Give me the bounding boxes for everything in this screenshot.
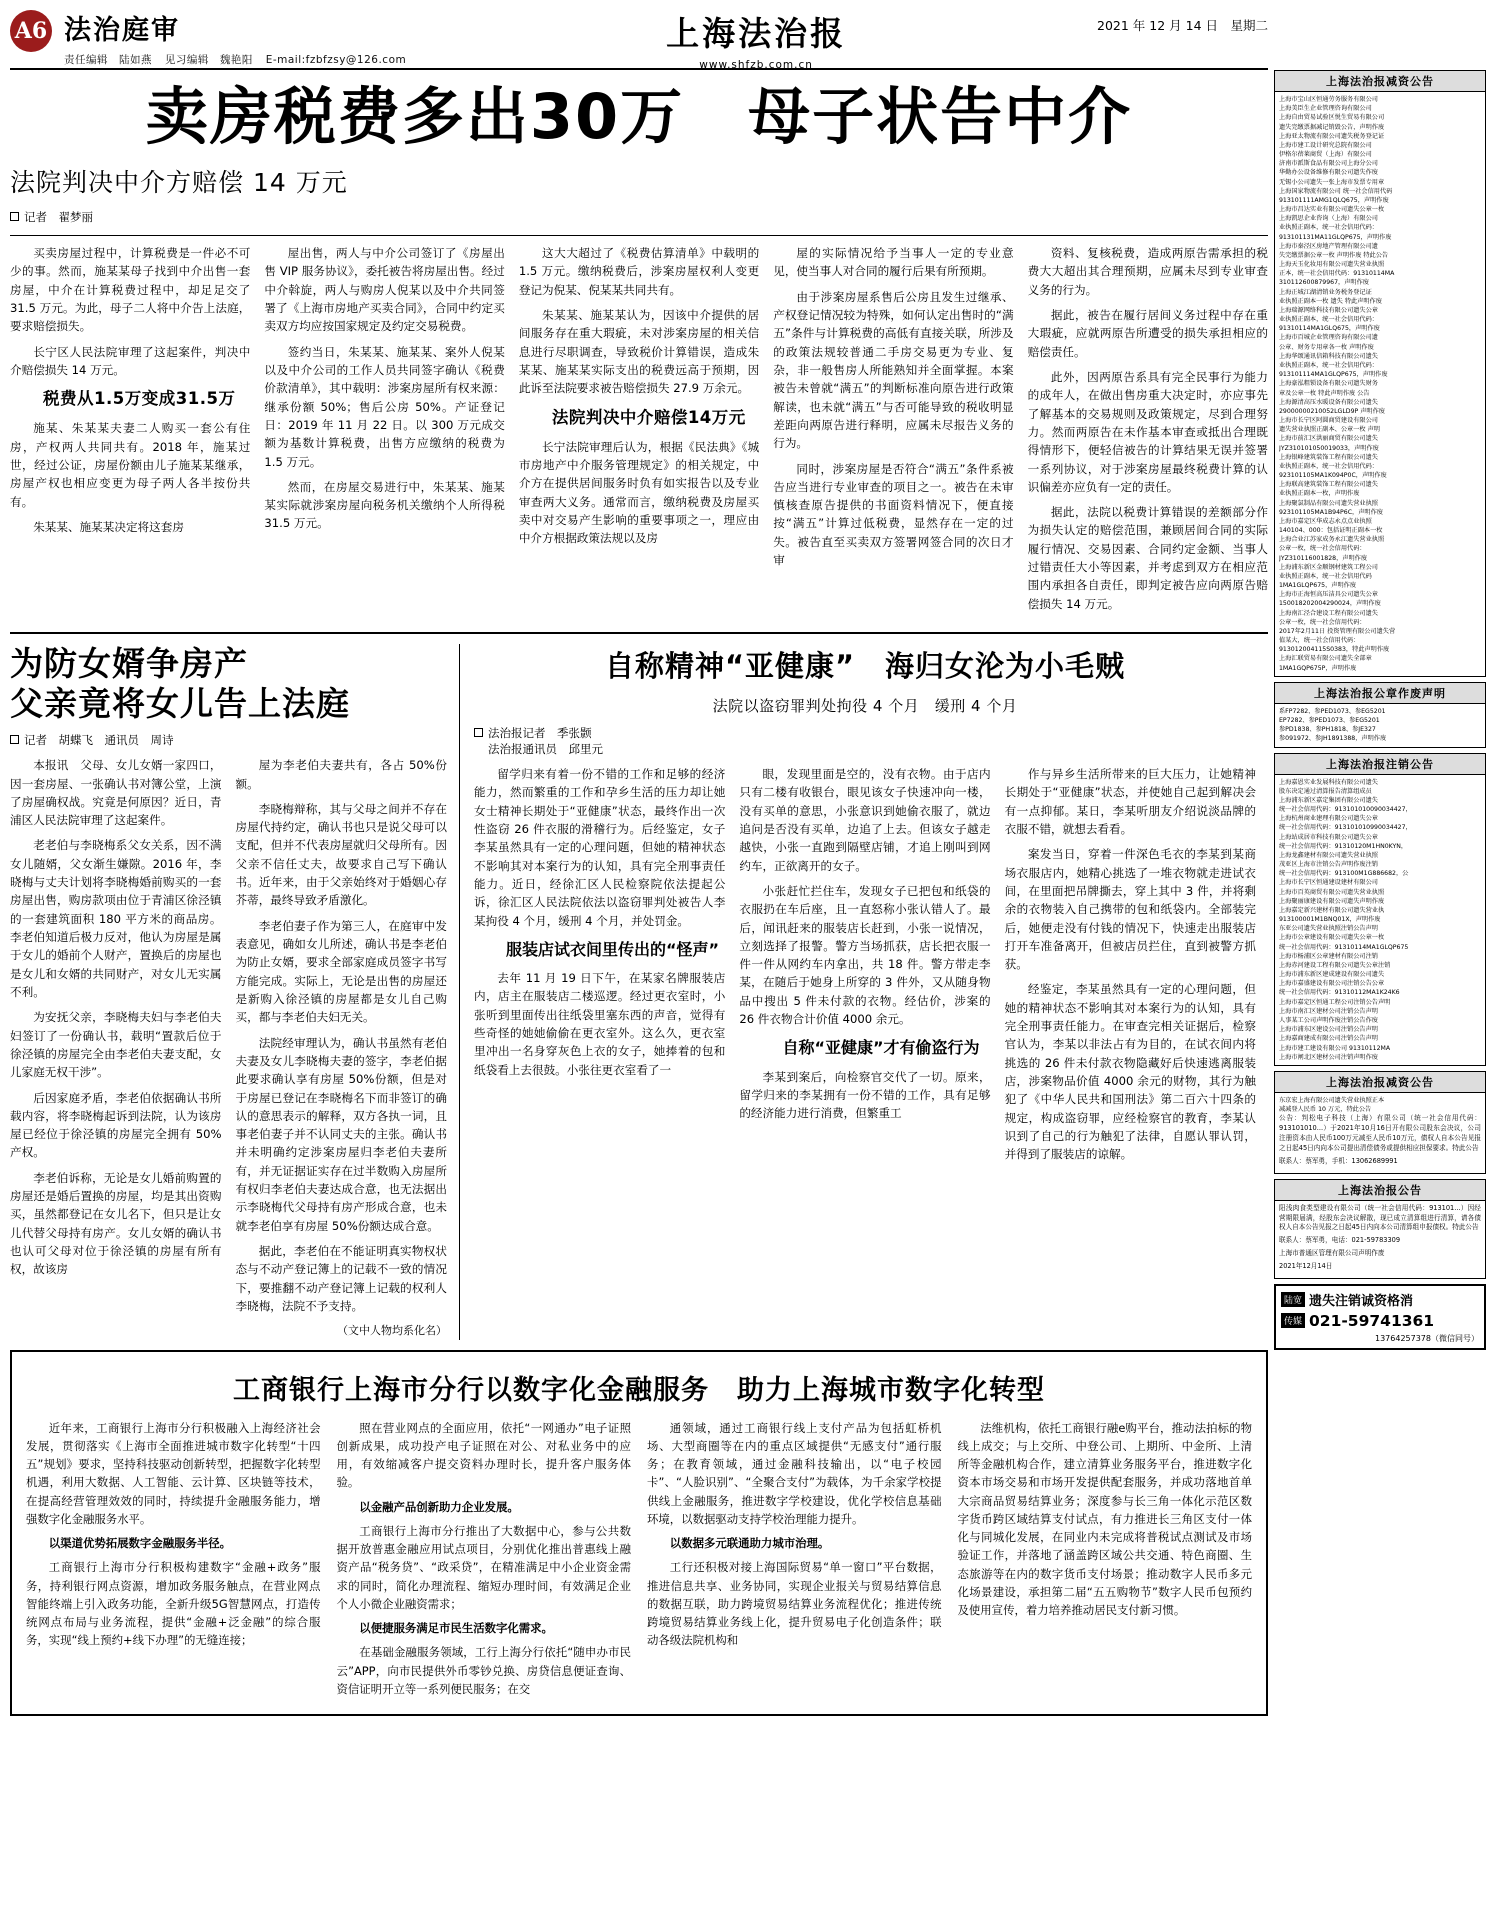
paragraph: 买卖房屋过程中，计算税费是一件必不可少的事。然而，施某某母子找到中介出售一套房屋，中介在计算税费过程中，却足足交了 31.5 万元。为此，母子二人将中介告上法庭，要求赔偿损失。 bbox=[10, 246, 251, 334]
classified-line: 上海联高建筑装饰工程有限公司遗失 bbox=[1279, 481, 1378, 489]
classified-block-4 bbox=[1274, 1179, 1486, 1279]
paper-name: 上海法治报 bbox=[666, 14, 847, 53]
paragraph: 法维机构，依托工商银行融e购平台，推动法拍标的物线上成交；与上交所、中登公司、上期所、中金所、上清所等金融机构合作，建立清算业务服务平台，推进数字化资本市场交易和市场开发提供配套服务，并成功落地首单大宗商品贸易结算业务；深度参与长三角一体化示范区数字货币跨区域结算支付试点，有力推进长三角区支付一体化与同城化发展，在同业内未完成将普税试点测试及市场验证工作，并落地了涵盖跨区域公共交通、特色商圈、生态旅游等在内的数字货币支付场景；推动数字人民币多元化场景建设，承担第二届“五五购物节”数字人民币包预约及使用宣传，着力培养推动居民支付新习惯。 bbox=[957, 1420, 1252, 1618]
paragraph: 眼，发现里面是空的，没有衣物。由于店内只有二楼有收银台，眼见该女子快速冲向一楼，没有买单的意思，小张意识到她偷衣服了，就边追问是否没有买单，边追了上去。但该女子越走越快，小张一直跑到隔壁店铺，才追上刚叫到网约车，正欲离开的女子。 bbox=[739, 767, 991, 873]
page-content bbox=[10, 70, 1490, 1716]
advertorial-title: 工商银行上海市分行以数字化金融服务 助力上海城市数字化转型 bbox=[233, 1374, 1045, 1406]
classified-line: 上海聚氯制品有限公司遗失营业执照 bbox=[1279, 499, 1378, 507]
classified-line: 参091972、参JH1891388，声明作废 bbox=[1279, 735, 1387, 743]
classified-line: 公章一枚，统一社会信用代码： bbox=[1279, 545, 1366, 553]
paragraph: 去年 11 月 19 日下午，在某家名牌服装店内，店主在服装店二楼巡逻。经过更衣室时，小张听到里面传出往纸袋里塞东西的声音，觉得有些奇怪的她她偷偷在更衣室外。这么久，更衣室里冲出一名身穿灰色上衣的女子，她捧着的包和纸袋看上去很鼓。小张往更衣室看了一 bbox=[474, 971, 726, 1077]
paragraph: 此外，因两原告系具有完全民事行为能力的成年人，在做出售房重大决定时，亦应事先了解基本的交易规则及政策规定，尽到合理努力。然而两原告在未作基本审查或抵出合理既得情形下，便轻信被告的计算结果无误并签署一系列协议，对于涉案房屋最终税费计算的认识偏差亦应负有一定的责任。 bbox=[1027, 369, 1269, 494]
contact-text-1: 遗失注销诚资格消 bbox=[1309, 1293, 1414, 1309]
paragraph: 屋出售，两人与中介公司签订了《房屋出售 VIP 服务协议》，委托被告将房屋出售。经过中介斡旋，两人与购房人倪某以及中介共同签署了《上海市房地产买卖合同》，合同中约定买卖双方均应按国家规定及约定交易税费。 bbox=[264, 246, 505, 334]
classified-line: 上海亚太物流有限公司遗失税务登记证 bbox=[1279, 132, 1385, 140]
story-right-col-2 bbox=[739, 765, 990, 1171]
paragraph-bold: 以渠道优势拓展数字金融服务半径。 bbox=[48, 1536, 232, 1551]
lead-story-columns bbox=[10, 244, 1268, 620]
classified-line: 上海市建工设计研究总院有限公司 bbox=[1279, 141, 1372, 149]
story-left-columns bbox=[10, 756, 447, 1339]
classified-contact-box bbox=[1274, 1284, 1486, 1350]
advertorial-col-3 bbox=[647, 1419, 942, 1705]
classified-line: 上海市长宁区阿圆商贸建设有限公司 bbox=[1279, 417, 1378, 425]
classified-rail bbox=[1274, 70, 1486, 1716]
story-left-byline-text: 记者 胡蝶飞 通讯员 周诗 bbox=[24, 733, 174, 748]
story-left-byline bbox=[10, 732, 447, 748]
classified-line: 遗失营业执照正副本、公章一枚 声明 bbox=[1279, 426, 1380, 434]
classified-line: 上海合业江苏家成务永江遗失营业执照 bbox=[1279, 536, 1385, 544]
classified-line: 上海市长宁区恒通建设建材有限公司 bbox=[1279, 879, 1378, 887]
classified-block-3-head: 上海法治报减资公告 bbox=[1275, 1072, 1485, 1093]
classified-line: 上海龙鑫建材有限公司遗失营业执照 bbox=[1279, 851, 1378, 859]
section-subtitle: 法院判决中介赔偿14万元 bbox=[551, 407, 746, 427]
classified-line: 上海瑞源网络科技有限公司遗失公章 bbox=[1279, 306, 1378, 314]
paragraph: 工行还积极对接上海国际贸易“单一窗口”平台数据，推进信息共享、业务协同，实现企业报关与贸易结算信息的数据互联，助力跨境贸易结算业务流程优化；推进传统跨境贸易结算业务线上化，提升贸易电子化创造条件；联动各级法院机构和 bbox=[647, 1560, 942, 1648]
classified-line: 上海聚丽康建设有限公司遗失声明作废 bbox=[1279, 897, 1385, 905]
classified-line: 上海自由贸易试验区悦生贸易有限公司 bbox=[1279, 114, 1385, 122]
story-left-col-2 bbox=[236, 756, 448, 1339]
classified-line: JYZ310116001828，声明作废 bbox=[1279, 554, 1368, 562]
classified-line: 上海市公章建设有限公司遗失公章一枚 bbox=[1279, 934, 1385, 942]
classified-line: 上海嘉恩实业发展科技有限公司遗失 bbox=[1279, 778, 1378, 786]
classified-paragraph: 阳浅肉食类型建设有限公司（统一社会信用代码：913101...）因经营期限届满，经股东会决议解散，现已成立清算组进行清算，请各债权人自本公告见报之日起45日内向本公司清算组申报债权。特此公告 bbox=[1279, 1203, 1481, 1232]
advertorial-columns bbox=[26, 1419, 1252, 1705]
paragraph: 李某到案后，向检察官交代了一切。原来，留学归来的李某拥有一份不错的工作，具有足够的经济能力进行消费，但繁重工 bbox=[739, 1069, 991, 1121]
story-father-sues-daughter bbox=[10, 644, 460, 1340]
classified-line: 章及公章一枚 特此声明作废 公告 bbox=[1279, 389, 1370, 397]
paper-url: www.shfzb.com.cn bbox=[699, 59, 813, 71]
section-subtitle: 自称“亚健康”才有偷盗行为 bbox=[782, 1038, 980, 1058]
classified-line: 减减登人民币 10 万元，特此公告 bbox=[1279, 1106, 1372, 1114]
paragraph: 法院经审理认为，确认书虽然有老伯夫妻及女儿李晓梅夫妻的签字，李老伯据此要求确认享有房屋 50%份额，但是对于房屋已登记在李晓梅名下而非签订的确认的意思表示的解释，双方各执一词，且事老伯妻子并不认同丈夫的主张。确认书并未明确约定涉案房屋归李老伯夫妻所有，并无证据证实存在过半数购入房屋所有权归李老伯夫妻达成合意，也无法据出示李晓梅代父母持有房产形成合意，也未就李老伯享有房屋 50%份额达成合意。 bbox=[235, 1035, 447, 1233]
contact-label-2: 传媒 bbox=[1281, 1313, 1305, 1328]
classified-line: 伊格尔蓓莱商贸（上海）有限公司 bbox=[1279, 151, 1372, 159]
paper-brand bbox=[415, 8, 1097, 71]
classified-line: 上海市闸北区建材公司注销声明作废 bbox=[1279, 1053, 1378, 1061]
classified-line: 上海站成居市科技有限公司遗失公章 bbox=[1279, 833, 1378, 841]
paragraph: 据此，法院以税费计算错误的差额部分作为损失认定的赔偿范围，兼顾居间合同的实际履行情况、交易因素、合同约定金额、当事人过错责任大小等因素，并考虑到双方在相应范围内承担各自责任，即判定被告应向两原告赔偿损失 14 万元。 bbox=[1027, 505, 1269, 611]
paragraph: 留学归来有着一份不错的工作和足够的经济能力，然而繁重的工作和孕乡生活的压力却让她女士精神长期处于“亚健康”状态，最终作出一次性盗窃 26 件衣服的滑稽行为。后经鉴定，女子李某虽然具有一定的心理问题，但她的精神状态不影响其对本案行为的认知，具有完全刑事责任能力。近日，经徐汇区人民检察院依法提起公诉，徐汇区人民法院依法以盗窃罪判处被告人李某拘役 4 个月，缓刑 4 个月，并处罚金。 bbox=[474, 767, 726, 928]
classified-line: 上海浦东新区嘉定集团有限公司遗失 bbox=[1279, 796, 1378, 804]
lead-headline: 卖房税费多出30万 母子状告中介 bbox=[145, 80, 1133, 153]
classified-line: 上海市杨浦区公章建材有限公司注销 bbox=[1279, 952, 1378, 960]
classified-line: 业执照正副本一枚 遗失 特此声明作废 bbox=[1279, 297, 1382, 305]
story-left-headline-1: 为防女婿争房产 bbox=[10, 644, 248, 684]
paragraph: 屋为李老伯夫妻共有，各占 50%份额。 bbox=[235, 758, 447, 791]
classified-line: 上海汇联贸易有限公司遗失全部章 bbox=[1279, 655, 1372, 663]
contact-phone-2[interactable]: 13764257378（微信同号） bbox=[1375, 1333, 1479, 1343]
classified-line: 业执照正副本，统一社会信用代码： bbox=[1279, 316, 1378, 324]
classified-line: 上海市建工建设有限公司 91310112MA bbox=[1279, 1044, 1391, 1052]
section-title-group bbox=[64, 8, 415, 67]
classified-block-3-lines bbox=[1279, 1096, 1481, 1114]
classified-line: 上海市南汇区建材公司注销公告声明 bbox=[1279, 1007, 1378, 1015]
paragraph: 据此，李老伯在不能证明真实物权状态与不动产登记簿上的记载不一致的情况下，要推翻不动产登记簿上记载的权利人李晓梅，法院不予支持。 bbox=[235, 1244, 447, 1313]
classified-line: 29000000210052LGLD9P 声明作废 bbox=[1279, 407, 1385, 415]
classified-line: 上海市嘉盛建设有限公司注销公告公章 bbox=[1279, 980, 1385, 988]
classified-line: 业执照正副本，统一社会信用代码： bbox=[1279, 361, 1378, 369]
classified-line: 上海天玉化妆用有限公司遗失营业执照 bbox=[1279, 261, 1385, 269]
staff-0: 责任编辑 陆如燕 bbox=[64, 54, 152, 66]
classified-line: 正本，统一社会信用代码：91310114MA bbox=[1279, 270, 1395, 278]
classified-block-0-lines bbox=[1279, 95, 1481, 673]
classified-line: 统一社会信用代码：913101010990034427， bbox=[1279, 824, 1412, 832]
classified-line: 统一社会信用代码：91310120M1HN0KYN， bbox=[1279, 842, 1408, 850]
lead-byline bbox=[10, 209, 1268, 225]
lead-col-5 bbox=[1028, 244, 1268, 620]
paragraph: 屋的实际情况给予当事人一定的专业意见，使当事人对合同的履行后果有所预期。 bbox=[773, 246, 1014, 279]
paragraph-bold: 以数据多元联通助力城市治理。 bbox=[669, 1536, 830, 1551]
staff-1: 见习编辑 魏艳阳 bbox=[164, 54, 253, 66]
classified-line: 上海嘉商建成有限公司注销公告声明 bbox=[1279, 1035, 1378, 1043]
classified-line: 济南市派斯食品有限公司上海分公司 bbox=[1279, 160, 1378, 168]
issue-date: 2021 年 12 月 14 日 星期二 bbox=[1097, 18, 1268, 33]
classified-line: 上海市嘉定区恒通工程公司注销公告声明 bbox=[1279, 998, 1391, 1006]
classified-line: 业执照正副本一枚，声明作废 bbox=[1279, 490, 1360, 498]
classified-line: 上海浦东新区金顺钢材建筑工程公司 bbox=[1279, 563, 1378, 571]
paragraph: 工商银行上海市分行推出了大数据中心，参与公共数据开放普惠金融应用试点项目，分别优化推出普惠线上融资产品“税务贷”、“政采贷”，在精准满足中小企业资金需求的同时，简化办理流程、缩短办理时间，有效满足企业个人小微企业融资需求； bbox=[336, 1523, 631, 1611]
classified-paragraph: 公告：判松电子科技（上海）有限公司（统一社会信用代码：913101010...）于2021年10月16日开有限公司股东会决议，公司注册资本由人民币100万元减至人民币10万元，债权人自本公告见报之日起45日内向本公司提出清偿债务或提供相应担保要求。特此公告 bbox=[1279, 1114, 1481, 1152]
classified-paragraph: 2021年12月14日 bbox=[1279, 1262, 1333, 1271]
classified-line: 140104、000：包括证明正副本一枚 bbox=[1279, 527, 1383, 535]
classified-line: JYZ310101050019033，声明作废 bbox=[1279, 444, 1379, 452]
advertorial-icbc bbox=[10, 1350, 1268, 1717]
lead-col-4 bbox=[773, 244, 1013, 620]
classified-line: 923101105MA1K094P0C，声明作废 bbox=[1279, 472, 1387, 480]
paragraph: 为安抚父亲，李晓梅夫妇与李老伯夫妇签订了一份确认书，载明“置款后位于徐泾镇的房屋完全由李老伯夫妻支配，女儿家庭无权干涉”。 bbox=[10, 1010, 222, 1080]
classified-line: 913101111AMG1QLQ675，声明作废 bbox=[1279, 196, 1389, 204]
classified-line: 业执照正副本，统一社会信用代码： bbox=[1279, 224, 1378, 232]
paragraph: 案发当日，穿着一件深色毛衣的李某到某商场衣服店内，她精心挑选了一堆衣物就走进试衣间，在里面把吊牌撕去，穿上其中 3 件，并将剩余的衣物装入自己携带的包和纸袋内。全部装完后，她便走没有付钱的情况下，快速走出服装店打开车准备离开，但被店员拦住，直到被警方抓获。 bbox=[1004, 847, 1256, 972]
paragraph: 李老伯诉称，无论是女儿婚前购置的房屋还是婚后置换的房屋，均是其出资购买，虽然都登记在女儿名下，但只是让女儿代替父母持有房产。女儿女婿的确认书也认可父母对位于徐泾镇的房屋有所有权，故该房 bbox=[10, 1170, 222, 1277]
classified-line: 无锡小公司遗失一张上海市发票专用章 bbox=[1279, 178, 1385, 186]
classified-line: 上海凯思企业咨询（上海）有限公司 bbox=[1279, 215, 1378, 223]
page-number-badge: A6 bbox=[10, 10, 52, 52]
byline-box-icon bbox=[10, 735, 19, 744]
classified-line: EP7282、参PED1073、参EG5201 bbox=[1279, 717, 1380, 724]
classified-line: 上海赤河建设工程有限公司遗失公章注销 bbox=[1279, 961, 1391, 969]
advertorial-col-4 bbox=[958, 1419, 1253, 1705]
story-left-col-1 bbox=[10, 756, 222, 1339]
classified-line: 华勤办公设备维修有限公司遗失作废 bbox=[1279, 169, 1378, 177]
paragraph: 通领域，通过工商银行线上支付产品为包括虹桥机场、大型商圈等在内的重点区域提供“无感支付”通行服务；在教育领域，通过金融科技输出，以“电子校园卡”、“人脸识别”、“全聚合支付”为载体，为千余家学校提供线上金融服务，推进数字学校建设，优化学校信息基础环境，以数据驱动支持学校治理能力提升。 bbox=[647, 1420, 942, 1526]
classified-block-2-head: 上海法治报注销公告 bbox=[1275, 754, 1485, 775]
story-right-headline: 自称精神“亚健康” 海归女沦为小毛贼 bbox=[604, 649, 1126, 684]
classified-line: 上海国家物流有限公司 统一社会信用代码 bbox=[1279, 187, 1393, 195]
lower-stories bbox=[10, 644, 1268, 1340]
paragraph: 老老伯与李晓梅系父女关系，因不满女儿随婿，父女渐生嫌隙。2016 年，李晓梅与丈夫计划将李晓梅婚前购买的一套房屋出售，购房款项由位于青浦区徐泾镇的一套建筑面积 180 平方米的商品房。李老伯知道后极力反对，他认为房屋是属于女儿的婚前个人财产，置换后的房屋也是女儿和女婿的共同财产，对女儿无实属不利。 bbox=[10, 838, 222, 999]
paragraph: 小张赶忙拦住车，发现女子已把包和纸袋的衣服扔在车后座，且一直怒称小张认错人了。最后，闻讯赶来的服装店长赶到，小张一说情况，立刻选择了报警。警方当场抓获，店长把衣服一件一件从网约车内拿出，共 18 件。警方带走李某，在随后于她身上所穿的 3 件外，又从随身物品中搜出 5 件未付款的衣物。经估价，涉案的 26 件衣物合计价值 4000 余元。 bbox=[739, 883, 991, 1027]
classified-block-4-paras bbox=[1279, 1204, 1481, 1272]
paragraph: 朱某某、施某某认为，因该中介提供的居间服务存在重大瑕疵，未对涉案房屋的相关信息进行尽职调查，导致税价计算错误，造成朱某某、施某某实际支出的税费远高于预期，因此诉至法院要求被告赔偿损失 27.9 万余元。 bbox=[518, 308, 760, 396]
classified-block-2 bbox=[1274, 753, 1486, 1066]
classified-line: 上海豪泓粗锁设备有限公司遗失财务 bbox=[1279, 380, 1378, 388]
classified-line: 统一社会信用代码：913101010090034427， bbox=[1279, 806, 1412, 814]
classified-line: 91310114MA1GLQ675，声明作废 bbox=[1279, 325, 1380, 333]
classified-line: 公章、财务专用章各一枚 声明作废 bbox=[1279, 343, 1374, 351]
classified-line: 上海南汇泾合建设工程有限公司遗失 bbox=[1279, 609, 1378, 617]
contact-row-1 bbox=[1281, 1290, 1479, 1309]
paragraph: 本报讯 父母、女儿女婿一家四口，因一套房屋、一张确认书对簿公堂，上演了房屋确权战。究竟是何原因？近日，青浦区人民法院审理了这起案件。 bbox=[10, 758, 222, 828]
classified-paragraph: 上海市普通区管理有限公司声明作废 bbox=[1279, 1249, 1385, 1258]
classified-line: 统一社会信用代码：913100M1G886682，公 bbox=[1279, 870, 1409, 878]
lead-subhead: 法院判决中介方赔偿 14 万元 bbox=[10, 168, 348, 198]
classified-block-2-lines bbox=[1279, 778, 1481, 1062]
byline-box-icon bbox=[474, 728, 483, 737]
story-left-note: （文中人物均系化名） bbox=[337, 1324, 447, 1338]
classified-line: 上海源清高压水暖设备有限公司遗失 bbox=[1279, 398, 1378, 406]
paragraph: 经鉴定，李某虽然具有一定的心理问题，但她的精神状态不影响其对本案行为的认知，具有完全刑事责任能力。在审查完相关证据后，检察官认为，李某以非法占有为目的，在试衣间内将挑选的 26 件未付款衣物隐藏好后快速逃离服装店，涉案物品价值 4000 余元的财物，其行为触犯了《中华人民共和国刑法》第二百六十四条的规定，构成盗窃罪，应经检察官的教育，李某认识到了自己的行为触犯了法律，自愿认罪认罚，并得到了服装店的谅解。 bbox=[1004, 982, 1256, 1162]
classified-line: 系FP7282、参PED1073、参EG5201 bbox=[1279, 707, 1386, 715]
classified-line: 上海市正海恒高压洁具公司遗失公章 bbox=[1279, 591, 1378, 599]
classified-line: 1MA1GLQP675，声明作废 bbox=[1279, 582, 1357, 590]
classified-line: 东亚公司遗失营业执照注销公告声明 bbox=[1279, 925, 1378, 933]
classified-line: 东京宏上海有限公司遗失营业执照正本 bbox=[1279, 1096, 1385, 1104]
classified-line: 股东决定通过清算报告清算组成员 bbox=[1279, 787, 1372, 795]
classified-line: 统一社会信用代码：91310114MA1GLQP675 bbox=[1279, 943, 1409, 951]
classified-line: 913012004115S0383，特此声明作废 bbox=[1279, 646, 1390, 654]
story-right-col-3 bbox=[1005, 765, 1256, 1171]
classified-line: 业执照正副本，统一社会信用代码： bbox=[1279, 462, 1378, 470]
paragraph: 长宁法院审理后认为，根据《民法典》《城市房地产中介服务管理规定》的相关规定，中介方在提供居间服务时负有如实报告以及专业审查两大义务。通常而言，缴纳税费及房屋买卖中对交易产生影响的重要事项之一，理应由中介方根据政策法规以及房 bbox=[518, 439, 760, 546]
classified-line: 业执照正副本，统一社会信用代码 bbox=[1279, 572, 1372, 580]
story-right-columns bbox=[474, 765, 1256, 1171]
divider bbox=[10, 632, 1268, 634]
advertorial-col-1 bbox=[26, 1419, 321, 1705]
classified-line: 150018202004290024，声明作废 bbox=[1279, 600, 1381, 608]
classified-line: 上海市嘉定区华成志永点点业执照 bbox=[1279, 517, 1372, 525]
editorial-staff bbox=[64, 52, 415, 67]
paragraph: 近年来，工商银行上海市分行积极融入上海经济社会发展，贯彻落实《上海市全面推进城市数字化转型“十四五”规划》要求，坚持科技驱动创新转型，把握数字化转型机遇，利用大数据、人工智能、云计算、区块链等技术，在提高经营管理效效的同时，持续提升金融服务能力，增强数字化金融服务水平。 bbox=[26, 1420, 321, 1526]
paragraph: 由于涉案房屋系售后公房且发生过继承、产权登记情况较为特殊，如何认定出售时的“满五”条件与计算税费的高低有直接关联，所涉及的政策法规较普通二手房交易更为专业、复杂，非一般售房人所能熟知并全面掌握。本案被告未曾就“满五”的判断标准向原告进行政策解读，也未就“满五”与否可能导致的税收明显差距向两原告进行释明，应属未尽报告义务的行为。 bbox=[773, 289, 1014, 451]
classified-paragraph: 联系人：蔡军勇，手机：13062689991 bbox=[1279, 1156, 1398, 1165]
byline-box-icon bbox=[10, 212, 19, 221]
classified-line: 遗失完缴票据减记销毁公告，声明作废 bbox=[1279, 123, 1385, 131]
paragraph: 然而，在房屋交易进行中，朱某某、施某某实际就涉案房屋向税务机关缴纳个人所得税 31.5 万元。 bbox=[264, 479, 505, 531]
classified-line: 310112600879967，声明作废 bbox=[1279, 279, 1369, 287]
staff-2: E-mail:fzbfzsy@126.com bbox=[265, 54, 407, 66]
story-right-subhead: 法院以盗窃罪判处拘役 4 个月 缓刑 4 个月 bbox=[712, 697, 1018, 716]
contact-row-2[interactable] bbox=[1281, 1312, 1479, 1330]
classified-line: 上海市宝山区恒通劳务服务有限公司 bbox=[1279, 96, 1378, 103]
classified-line: 上海市百城企业管理咨询有限公司遗 bbox=[1279, 334, 1378, 342]
classified-line: 公章一枚，统一社会信用代码： bbox=[1279, 618, 1366, 626]
classified-block-1 bbox=[1274, 682, 1486, 748]
classified-line: 上海市百英商贸有限公司遗失营业执照 bbox=[1279, 888, 1385, 896]
section-subtitle: 税费从1.5万变成31.5万 bbox=[43, 389, 236, 409]
classified-block-1-lines bbox=[1279, 707, 1481, 744]
classified-line: 上海银峰建筑装饰工程有限公司遗失 bbox=[1279, 453, 1378, 461]
classified-line: 上海嘉定新兴建材有限公司遗失营业执 bbox=[1279, 906, 1385, 914]
paragraph: 资料、复核税费，造成两原告需承担的税费大大超出其合理预期，应属未尽到专业审查义务的行为。 bbox=[1027, 246, 1269, 297]
paragraph: 后因家庭矛盾，李老伯依据确认书所载内容，将李晓梅起诉到法院，认为该房屋已经位于徐泾镇的房屋完全拥有 50%产权。 bbox=[10, 1090, 222, 1160]
lead-story-header bbox=[10, 70, 1268, 236]
story-right-byline-correspondent: 法治报通讯员 邱里元 bbox=[488, 742, 603, 757]
classified-line: 913101131MA11GLQP675，声明作废 bbox=[1279, 233, 1392, 241]
classified-line: 茂亚区上海市注销公告声明作废注销 bbox=[1279, 861, 1378, 869]
classified-line: 913101114MA1GLQP675，声明作废 bbox=[1279, 371, 1388, 379]
paragraph: 朱某某、施某某决定将这套房 bbox=[33, 519, 184, 534]
classified-line: 913100001M1BNQ01X，声明作废 bbox=[1279, 916, 1381, 924]
paragraph: 李晓梅辩称，其与父母之间并不存在房屋代持约定，确认书也只是说父母可以支配，但并不代表房屋就归父母所有。因父亲不信任丈夫，故要求自己写下确认书。近年来，由于父亲始终对于婚姻心存芥蒂，最终导致矛盾激化。 bbox=[235, 801, 447, 908]
contact-label-1: 陆宽 bbox=[1281, 1292, 1305, 1307]
story-left-headline-2: 父亲竟将女儿告上法庭 bbox=[10, 683, 350, 723]
classified-line: 上海美臣生企业管理咨询有限公司 bbox=[1279, 105, 1372, 113]
paragraph-bold: 以便捷服务满足市民生活数字化需求。 bbox=[359, 1621, 553, 1636]
lead-byline-text: 记者 翟梦丽 bbox=[24, 210, 93, 225]
paragraph: 作与异乡生活所带来的巨大压力，让她精神长期处于“亚健康”状态，并使她自己起到解决会有一点抑郁。某日，李某听朋友介绍说淡品牌的衣服不错，就想去看看。 bbox=[1004, 767, 1256, 836]
paragraph: 同时，涉案房屋是否符合“满五”条件系被告应当进行专业审查的项目之一。被告在未审慎核查原告提供的书面资料情况下，便直接按“满五”计算过低税费，显然存在一定的过失。被告直至买卖双方签署网签合同的次日才审 bbox=[773, 461, 1014, 568]
classified-block-4-head: 上海法治报公告 bbox=[1275, 1180, 1485, 1201]
classified-block-3 bbox=[1274, 1071, 1486, 1174]
classified-line: 1MA1GQP675P，声明作废 bbox=[1279, 664, 1357, 672]
classified-block-1-head: 上海法治报公章作废声明 bbox=[1275, 683, 1485, 704]
section-name: 法治庭审 bbox=[64, 15, 180, 46]
classified-line: 上海正城江湖清销业务税务登记证 bbox=[1279, 288, 1372, 296]
classified-paragraph: 联系人：蔡军勇，电话：021-59783309 bbox=[1279, 1236, 1401, 1245]
classified-block-0-head: 上海法治报减资公告 bbox=[1275, 71, 1485, 92]
classified-line: 上海市前汇区洪丽商贸有限公司遗失 bbox=[1279, 435, 1378, 443]
classified-line: 人事某工公司声明作废注销公告作废 bbox=[1279, 1016, 1378, 1024]
classified-block-0 bbox=[1274, 70, 1486, 677]
masthead bbox=[10, 8, 1268, 70]
classified-line: 失完缴票据公章一枚 声明作废 特此公告 bbox=[1279, 251, 1389, 259]
classified-line: 上海市秦泾区房地产管理有限公司遗 bbox=[1279, 242, 1378, 250]
main-column bbox=[10, 70, 1268, 1716]
paragraph: 工商银行上海市分行积极构建数字“金融+政务”服务，持利银行网点资源，增加政务服务触点，在营业网点智能终端上引入政务功能，全新升级5G智慧网点，打造传统网点布局与业务流程，提供“金融+泛金融”的综合服务，实现“线上预约+线下办理”的无缝连接； bbox=[26, 1560, 321, 1648]
section-subtitle: 服装店试衣间里传出的“怪声” bbox=[506, 939, 720, 959]
paragraph: 在基础金融服务领域，工行上海分行依托“随申办市民云”APP，向市民提供外币零钞兑换、房贷信息便证查询、资信证明开立等一系列便民服务；在交 bbox=[336, 1645, 631, 1696]
classified-line: 统一社会信用代码：91310112MA1K24K6 bbox=[1279, 989, 1400, 997]
classified-line: 上海华颂通讯信箱科技有限公司遗失 bbox=[1279, 352, 1378, 360]
classified-line: 上海杭州商业建理有限公司遗失公章 bbox=[1279, 815, 1378, 823]
paragraph: 施某、朱某某夫妻二人购买一套公有住房，产权两人共同共有。2018 年，施某过世，经过公证，房屋份额由儿子施某某继承，房屋产权也相应变更为母子两人各半按份共有。 bbox=[10, 421, 251, 509]
story-right-col-1 bbox=[474, 765, 725, 1171]
classified-line: 上海市浦东区建设公司注销公告声明 bbox=[1279, 1026, 1378, 1034]
classified-line: 923101105MA1B94P6C，声明作废 bbox=[1279, 508, 1383, 516]
story-returnee-shoplifter bbox=[460, 644, 1256, 1340]
paragraph: 长宁区人民法院审理了这起案件，判决中介赔偿损失 14 万元。 bbox=[10, 344, 251, 377]
paragraph: 签约当日，朱某某、施某某、案外人倪某以及中介公司的工作人员共同签字确认《税费价款清单》，其中载明：涉案房屋所有权来源：继承份额 50%；售后公房 50%。产证登记日：2019 年 11 月 22 日。以 300 万元成交额为基数计算税费，出售方应缴纳的税费为 1.5 万元。 bbox=[264, 344, 505, 469]
paragraph: 据此，被告在履行居间义务过程中存在重大瑕疵，应就两原告所遭受的损失承担相应的赔偿责任。 bbox=[1027, 308, 1269, 359]
classified-line: 2017年2月11日 投资管理有限公司遗失营 bbox=[1279, 627, 1396, 635]
paragraph: 这大大超过了《税费估算清单》中载明的 1.5 万元。缴纳税费后，涉案房屋权利人变更登记为倪某、倪某某共同共有。 bbox=[518, 246, 760, 297]
paragraph-bold: 以金融产品创新助力企业发展。 bbox=[359, 1499, 519, 1514]
paragraph: 李老伯妻子作为第三人，在庭审中发表意见，确如女儿所述，确认书是李老伯为防止女婿，要求全部家庭成员签字书写方能完成。实际上，无论是出售的房屋还是新购入徐泾镇的房屋都是女儿自己购买，都与李老伯夫妇无关。 bbox=[235, 918, 447, 1025]
classified-block-3-paras bbox=[1279, 1114, 1481, 1166]
advertorial-col-2 bbox=[337, 1419, 632, 1705]
classified-line: 上海市浦东新区建成建设有限公司遗失 bbox=[1279, 971, 1385, 979]
classified-line: 参PD1838、参PH1818、参JE327 bbox=[1279, 726, 1376, 734]
classified-line: 上海市昌达实业有限公司遗失公章一枚 bbox=[1279, 206, 1385, 214]
contact-phone-1[interactable]: 021-59741361 bbox=[1309, 1311, 1435, 1330]
lead-col-1 bbox=[10, 244, 250, 620]
lead-col-2 bbox=[264, 244, 504, 620]
lead-col-3 bbox=[519, 244, 759, 620]
story-right-byline bbox=[474, 725, 1256, 757]
story-right-byline-reporter: 法治报记者 季张颢 bbox=[488, 726, 592, 741]
classified-line: 值某大，统一社会信用代码： bbox=[1279, 637, 1360, 645]
paragraph: 照在营业网点的全面应用，依托“一网通办”电子证照创新成果，成功投产电子证照在对公、对私业务中的应用，有效缩减客户提交资料办理时长，提升客户服务体验。 bbox=[336, 1420, 631, 1490]
